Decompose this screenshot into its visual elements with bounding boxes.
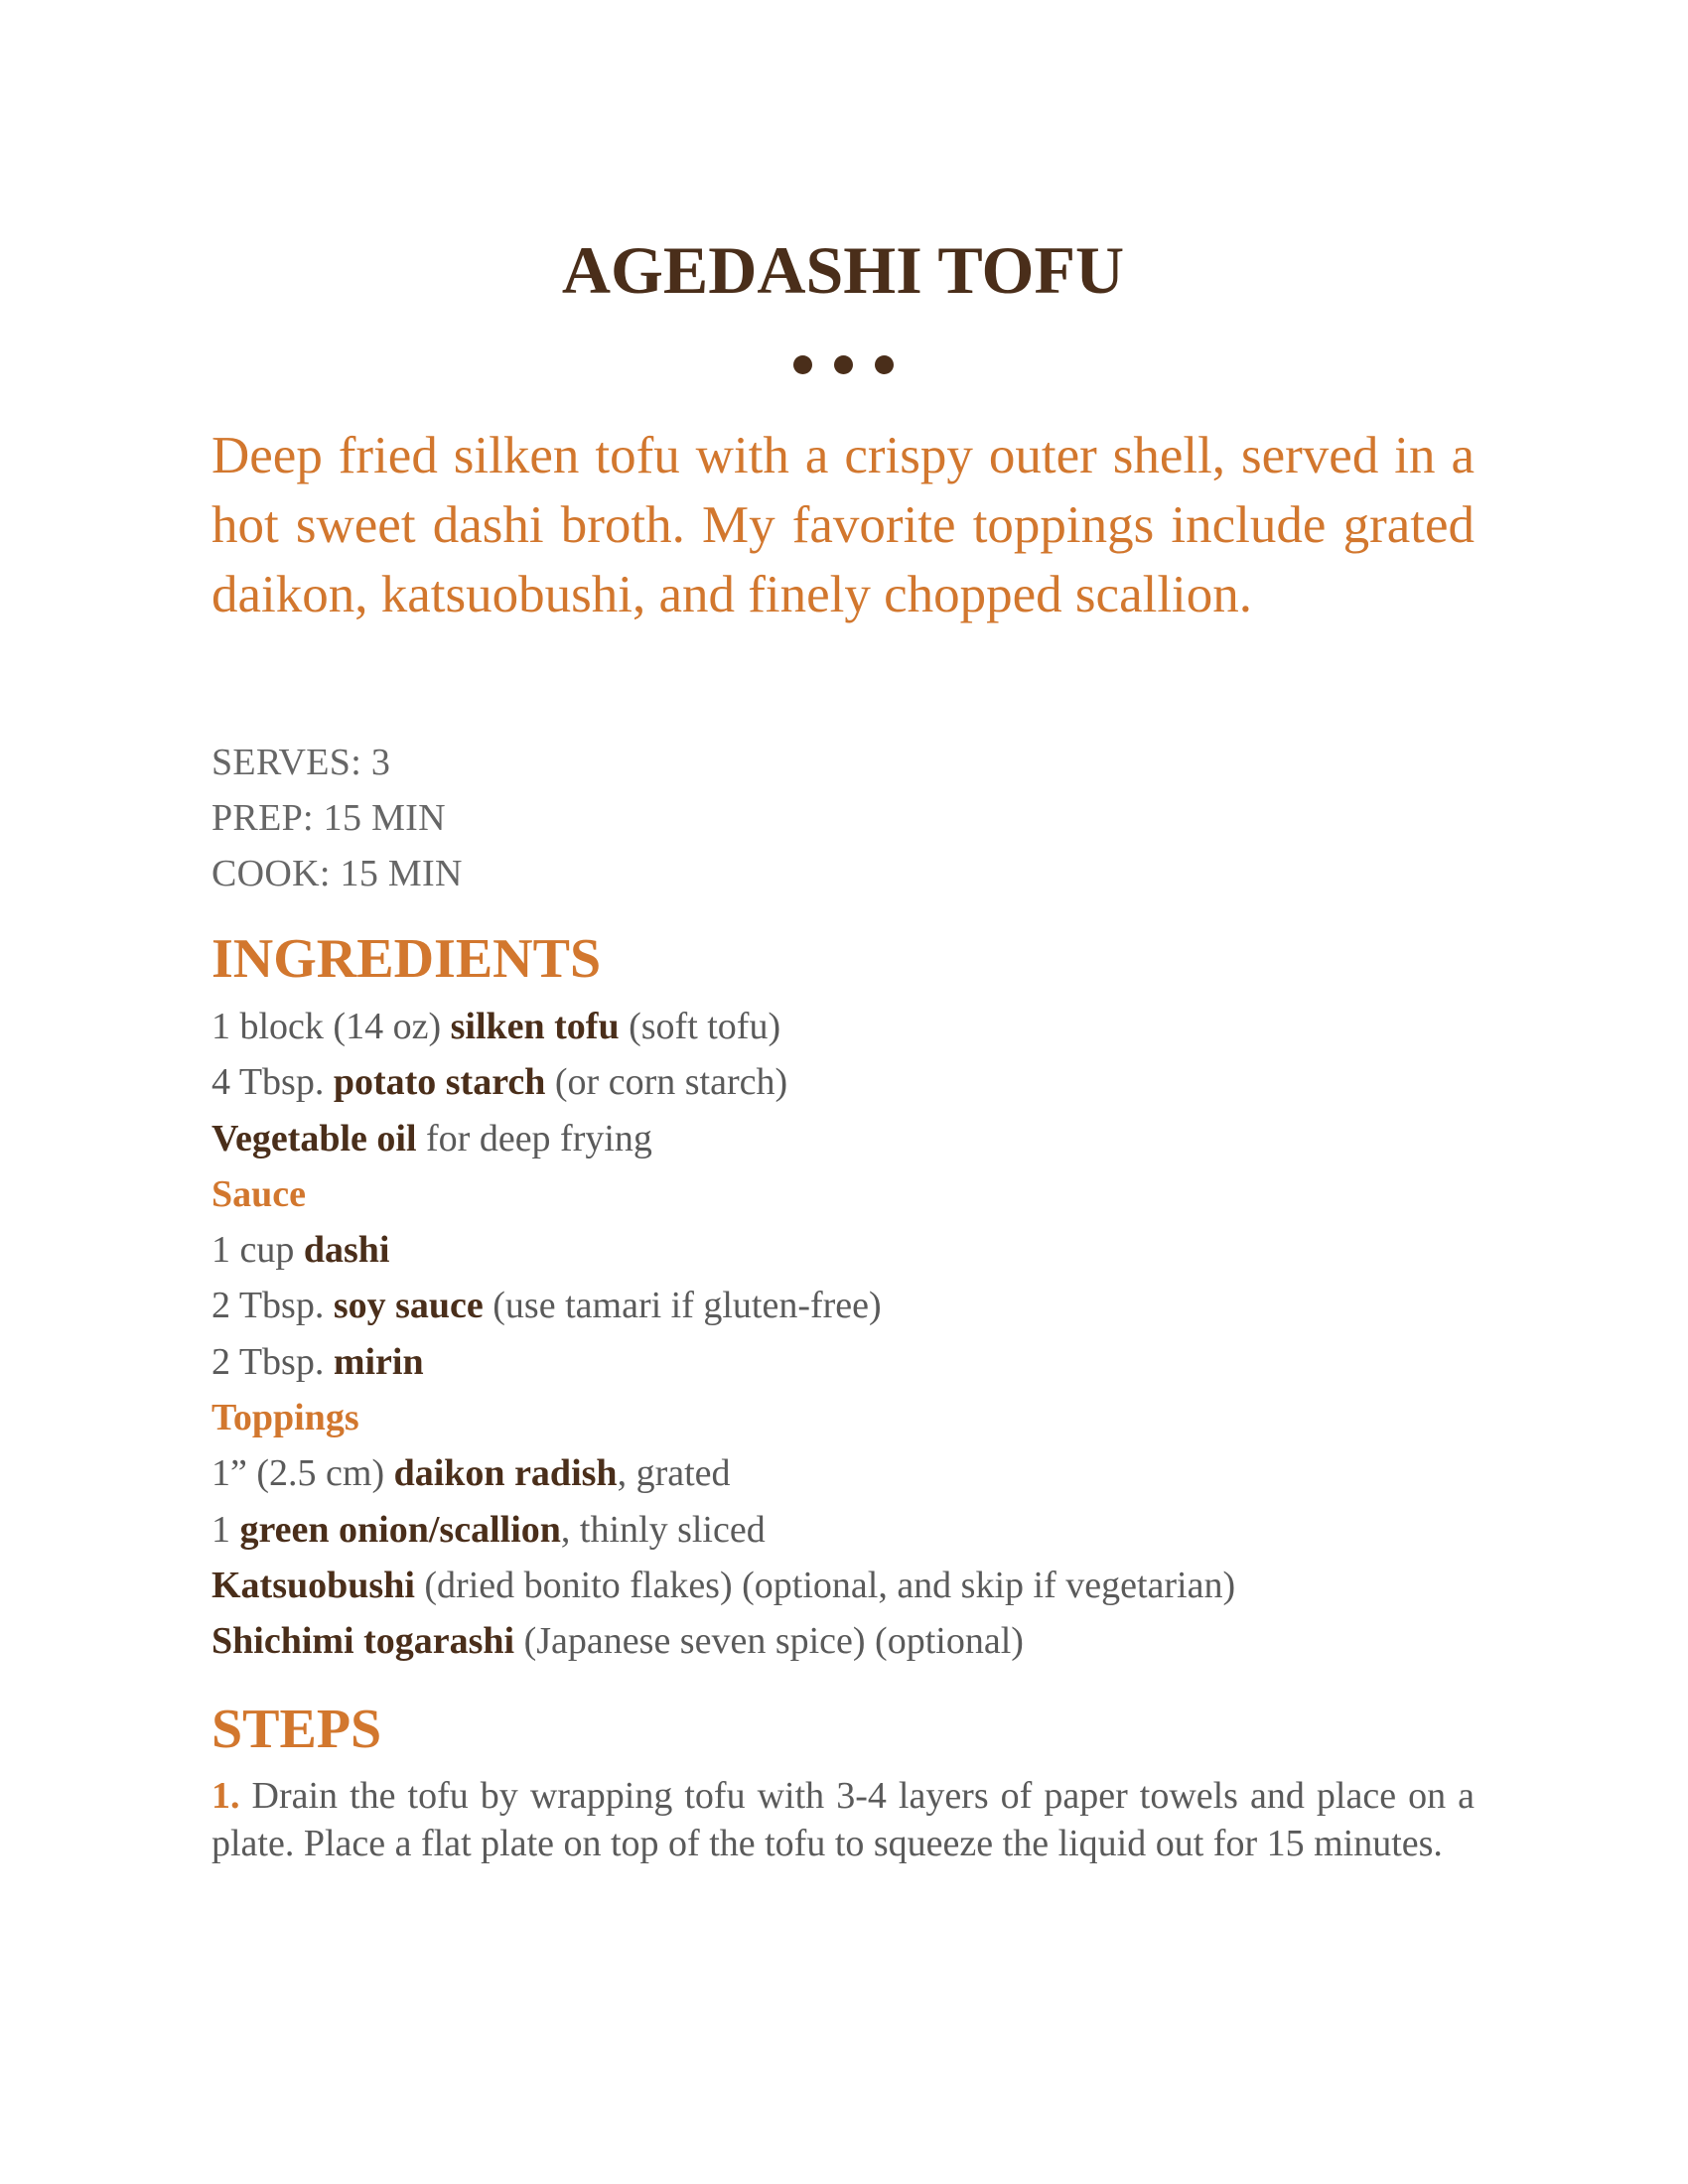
step-number: 1. <box>211 1775 240 1817</box>
ingredients-heading: INGREDIENTS <box>211 928 602 990</box>
ingredient-item: 2 Tbsp. soy sauce (use tamari if gluten-free) <box>211 1285 882 1327</box>
cook-time-text: COOK: 15 MIN <box>211 853 463 894</box>
ingredient-item: Shichimi togarashi (Japanese seven spice) (optional) <box>211 1620 1024 1663</box>
ingredient-item: Katsuobushi (dried bonito flakes) (optional, and skip if vegetarian) <box>211 1564 1236 1606</box>
sauce-subheading: Sauce <box>211 1172 306 1215</box>
recipe-meta <box>211 735 1475 901</box>
dot-icon <box>875 355 894 374</box>
dot-icon <box>834 355 853 374</box>
prep-time-text: PREP: 15 MIN <box>211 797 446 839</box>
ingredients-list <box>211 999 1475 1670</box>
recipe-page <box>211 0 1475 2184</box>
dot-icon <box>793 355 812 374</box>
divider-dots <box>211 355 1475 374</box>
ingredient-item: 1 block (14 oz) silken tofu (soft tofu) <box>211 1006 781 1047</box>
ingredient-item: Vegetable oil for deep frying <box>211 1117 652 1160</box>
ingredient-item: 1 cup dashi <box>211 1229 390 1272</box>
steps-heading: STEPS <box>211 1699 382 1760</box>
ingredient-item: 4 Tbsp. potato starch (or corn starch) <box>211 1061 788 1104</box>
step-item <box>211 1772 1475 1867</box>
ingredient-item: 1 green onion/scallion, thinly sliced <box>211 1508 766 1551</box>
ingredient-item: 2 Tbsp. mirin <box>211 1340 424 1383</box>
serves-text: SERVES: 3 <box>211 742 391 783</box>
recipe-intro: Deep fried silken tofu with a crispy outer shell, served in a hot sweet dashi broth. My favorite toppings include grated daikon, katsuobushi, and finely chopped scallion. <box>211 427 1475 623</box>
ingredient-item: 1” (2.5 cm) daikon radish, grated <box>211 1452 731 1495</box>
recipe-title: AGEDASHI TOFU <box>561 232 1125 308</box>
toppings-subheading: Toppings <box>211 1397 359 1439</box>
step-text: Drain the tofu by wrapping tofu with 3-4 layers of paper towels and place on a plate. Place a flat plate on top of the tofu to squeeze the liquid out for 15 minutes. <box>211 1775 1475 1864</box>
